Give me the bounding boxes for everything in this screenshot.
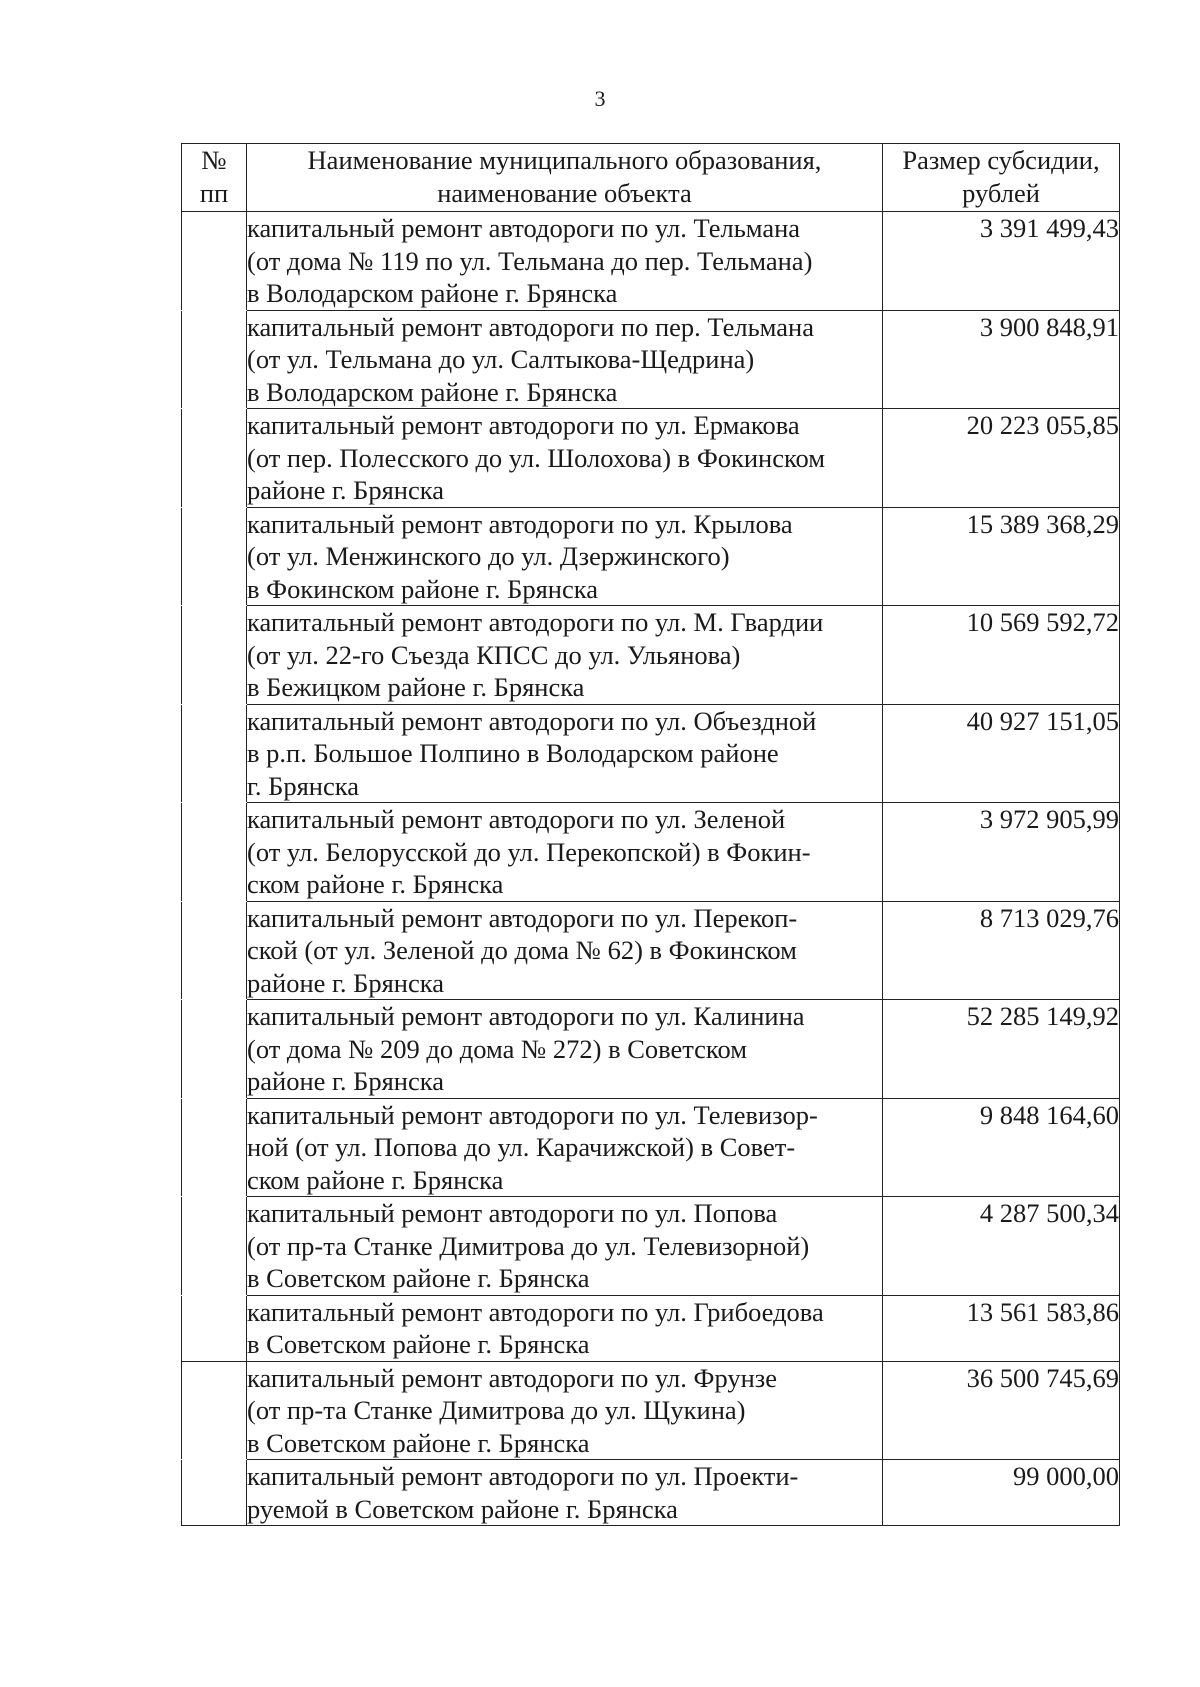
table-row [182,606,1120,705]
object-name-line: в Бежицком районе г. Брянска [247,672,585,702]
table-row [182,1460,1120,1526]
row-number [182,1197,247,1296]
table-row [182,1361,1120,1460]
object-name-line: (от пр-та Станке Димитрова до ул. Телевизорной) [247,1230,810,1261]
object-name-line: ском районе г. Брянска [247,869,504,899]
object-name-line: г. Брянска [247,770,359,801]
subsidy-amount: 20 223 055,85 [883,409,1120,508]
object-name-line: в Советском районе г. Брянска [247,1263,590,1293]
header-name-line: наименование объекта [437,177,692,208]
subsidy-amount: 15 389 368,29 [883,507,1120,606]
subsidy-amount: 3 972 905,99 [883,803,1120,902]
subsidy-amount: 10 569 592,72 [883,606,1120,705]
table-row [182,803,1120,902]
object-name-line: капитальный ремонт автодороги по ул. М. Гвардии [247,607,824,637]
object-name [247,1361,883,1460]
subsidy-amount: 36 500 745,69 [883,1361,1120,1460]
object-name-line: районе г. Брянска [247,1066,444,1096]
object-name [247,1295,883,1361]
table-header [182,144,1120,212]
header-name-line: Наименование муниципального образования, [307,145,822,175]
header-row [182,144,1120,212]
table-row [182,507,1120,606]
row-number [182,704,247,803]
object-name-line: капитальный ремонт автодороги по ул. Перекоп- [247,902,798,933]
row-number [182,1295,247,1361]
header-num [182,144,247,212]
subsidy-amount: 3 900 848,91 [883,310,1120,409]
object-name-line: в Фокинском районе г. Брянска [247,573,598,604]
object-name-line: (от дома № 119 по ул. Тельмана до пер. Тельмана) [247,245,813,276]
object-name-line: (от ул. Менжинского до ул. Дзержинского) [247,541,730,571]
object-name-line: капитальный ремонт автодороги по ул. Объездной [247,705,817,736]
row-number [182,507,247,606]
object-name [247,507,883,606]
object-name-line: ской (от ул. Зеленой до дома № 62) в Фокинском [247,935,797,965]
object-name-line: капитальный ремонт автодороги по ул. Калинина [247,1001,805,1031]
header-amount [883,144,1120,212]
subsidy-amount: 40 927 151,05 [883,704,1120,803]
object-name [247,803,883,902]
row-number [182,1098,247,1197]
object-name-line: в Володарском районе г. Брянска [247,278,618,308]
table-body [182,212,1120,1526]
object-name-line: капитальный ремонт автодороги по ул. Фрунзе [247,1362,778,1393]
table-row [182,704,1120,803]
object-name [247,310,883,409]
header-name [247,144,883,212]
object-name-line: капитальный ремонт автодороги по ул. Зеленой [247,804,786,834]
object-name-line: (от ул. Белорусской до ул. Перекопской) в Фокин- [247,836,811,867]
row-number [182,310,247,409]
row-number [182,901,247,1000]
row-number [182,1000,247,1099]
subsidy-amount: 9 848 164,60 [883,1098,1120,1197]
row-number [182,409,247,508]
object-name-line: (от ул. 22-го Съезда КПСС до ул. Ульянова) [247,639,741,670]
row-number [182,1460,247,1526]
table-row [182,1197,1120,1296]
object-name [247,409,883,508]
object-name-line: капитальный ремонт автодороги по ул. Тельмана [247,213,801,243]
object-name-line: (от пер. Полесского до ул. Шолохова) в Фокинском [247,442,826,473]
header-num-line: пп [199,177,229,208]
object-name-line: в Володарском районе г. Брянска [247,376,618,407]
object-name-line: капитальный ремонт автодороги по ул. Крылова [247,508,793,539]
page-number: 3 [594,86,606,111]
table-row [182,409,1120,508]
object-name [247,704,883,803]
subsidy-amount: 8 713 029,76 [883,901,1120,1000]
object-name-line: капитальный ремонт автодороги по ул. Попова [247,1198,778,1228]
object-name-line: ском районе г. Брянска [247,1164,504,1195]
subsidy-amount: 13 561 583,86 [883,1295,1120,1361]
object-name-line: районе г. Брянска [247,475,444,505]
object-name [247,901,883,1000]
subsidy-amount: 4 287 500,34 [883,1197,1120,1296]
object-name [247,212,883,311]
row-number [182,606,247,705]
object-name-line: в Советском районе г. Брянска [247,1329,590,1359]
object-name-line: (от дома № 209 до дома № 272) в Советском [247,1033,747,1064]
subsidy-table [181,143,1120,1526]
object-name-line: в р.п. Большое Полпино в Володарском районе [247,738,779,768]
table-row [182,901,1120,1000]
object-name-line: капитальный ремонт автодороги по ул. Грибоедова [247,1296,824,1327]
row-number [182,803,247,902]
object-name-line: капитальный ремонт автодороги по ул. Телевизор- [247,1099,818,1130]
table-row [182,212,1120,311]
table-row [182,310,1120,409]
object-name-line: ной (от ул. Попова до ул. Карачижской) в Совет- [247,1132,796,1162]
table-row [182,1098,1120,1197]
object-name-line: (от пр-та Станке Димитрова до ул. Щукина) [247,1395,746,1425]
object-name-line: капитальный ремонт автодороги по пер. Тельмана [247,311,814,342]
header-amount-line: Размер субсидии, [902,145,1100,175]
row-number [182,212,247,311]
object-name-line: капитальный ремонт автодороги по ул. Проекти- [247,1461,799,1491]
table-row [182,1295,1120,1361]
object-name [247,1460,883,1526]
row-number [182,1361,247,1460]
object-name-line: (от ул. Тельмана до ул. Салтыкова-Щедрина) [247,344,755,374]
object-name [247,1000,883,1099]
header-num-line: № [201,145,227,175]
object-name [247,1197,883,1296]
subsidy-amount: 52 285 149,92 [883,1000,1120,1099]
subsidy-amount: 99 000,00 [883,1460,1120,1526]
object-name [247,606,883,705]
header-amount-line: рублей [962,177,1040,208]
object-name [247,1098,883,1197]
subsidy-amount: 3 391 499,43 [883,212,1120,311]
object-name-line: в Советском районе г. Брянска [247,1427,590,1458]
object-name-line: руемой в Советском районе г. Брянска [247,1493,678,1524]
table-row [182,1000,1120,1099]
object-name-line: капитальный ремонт автодороги по ул. Ермакова [247,410,800,440]
object-name-line: районе г. Брянска [247,967,444,998]
